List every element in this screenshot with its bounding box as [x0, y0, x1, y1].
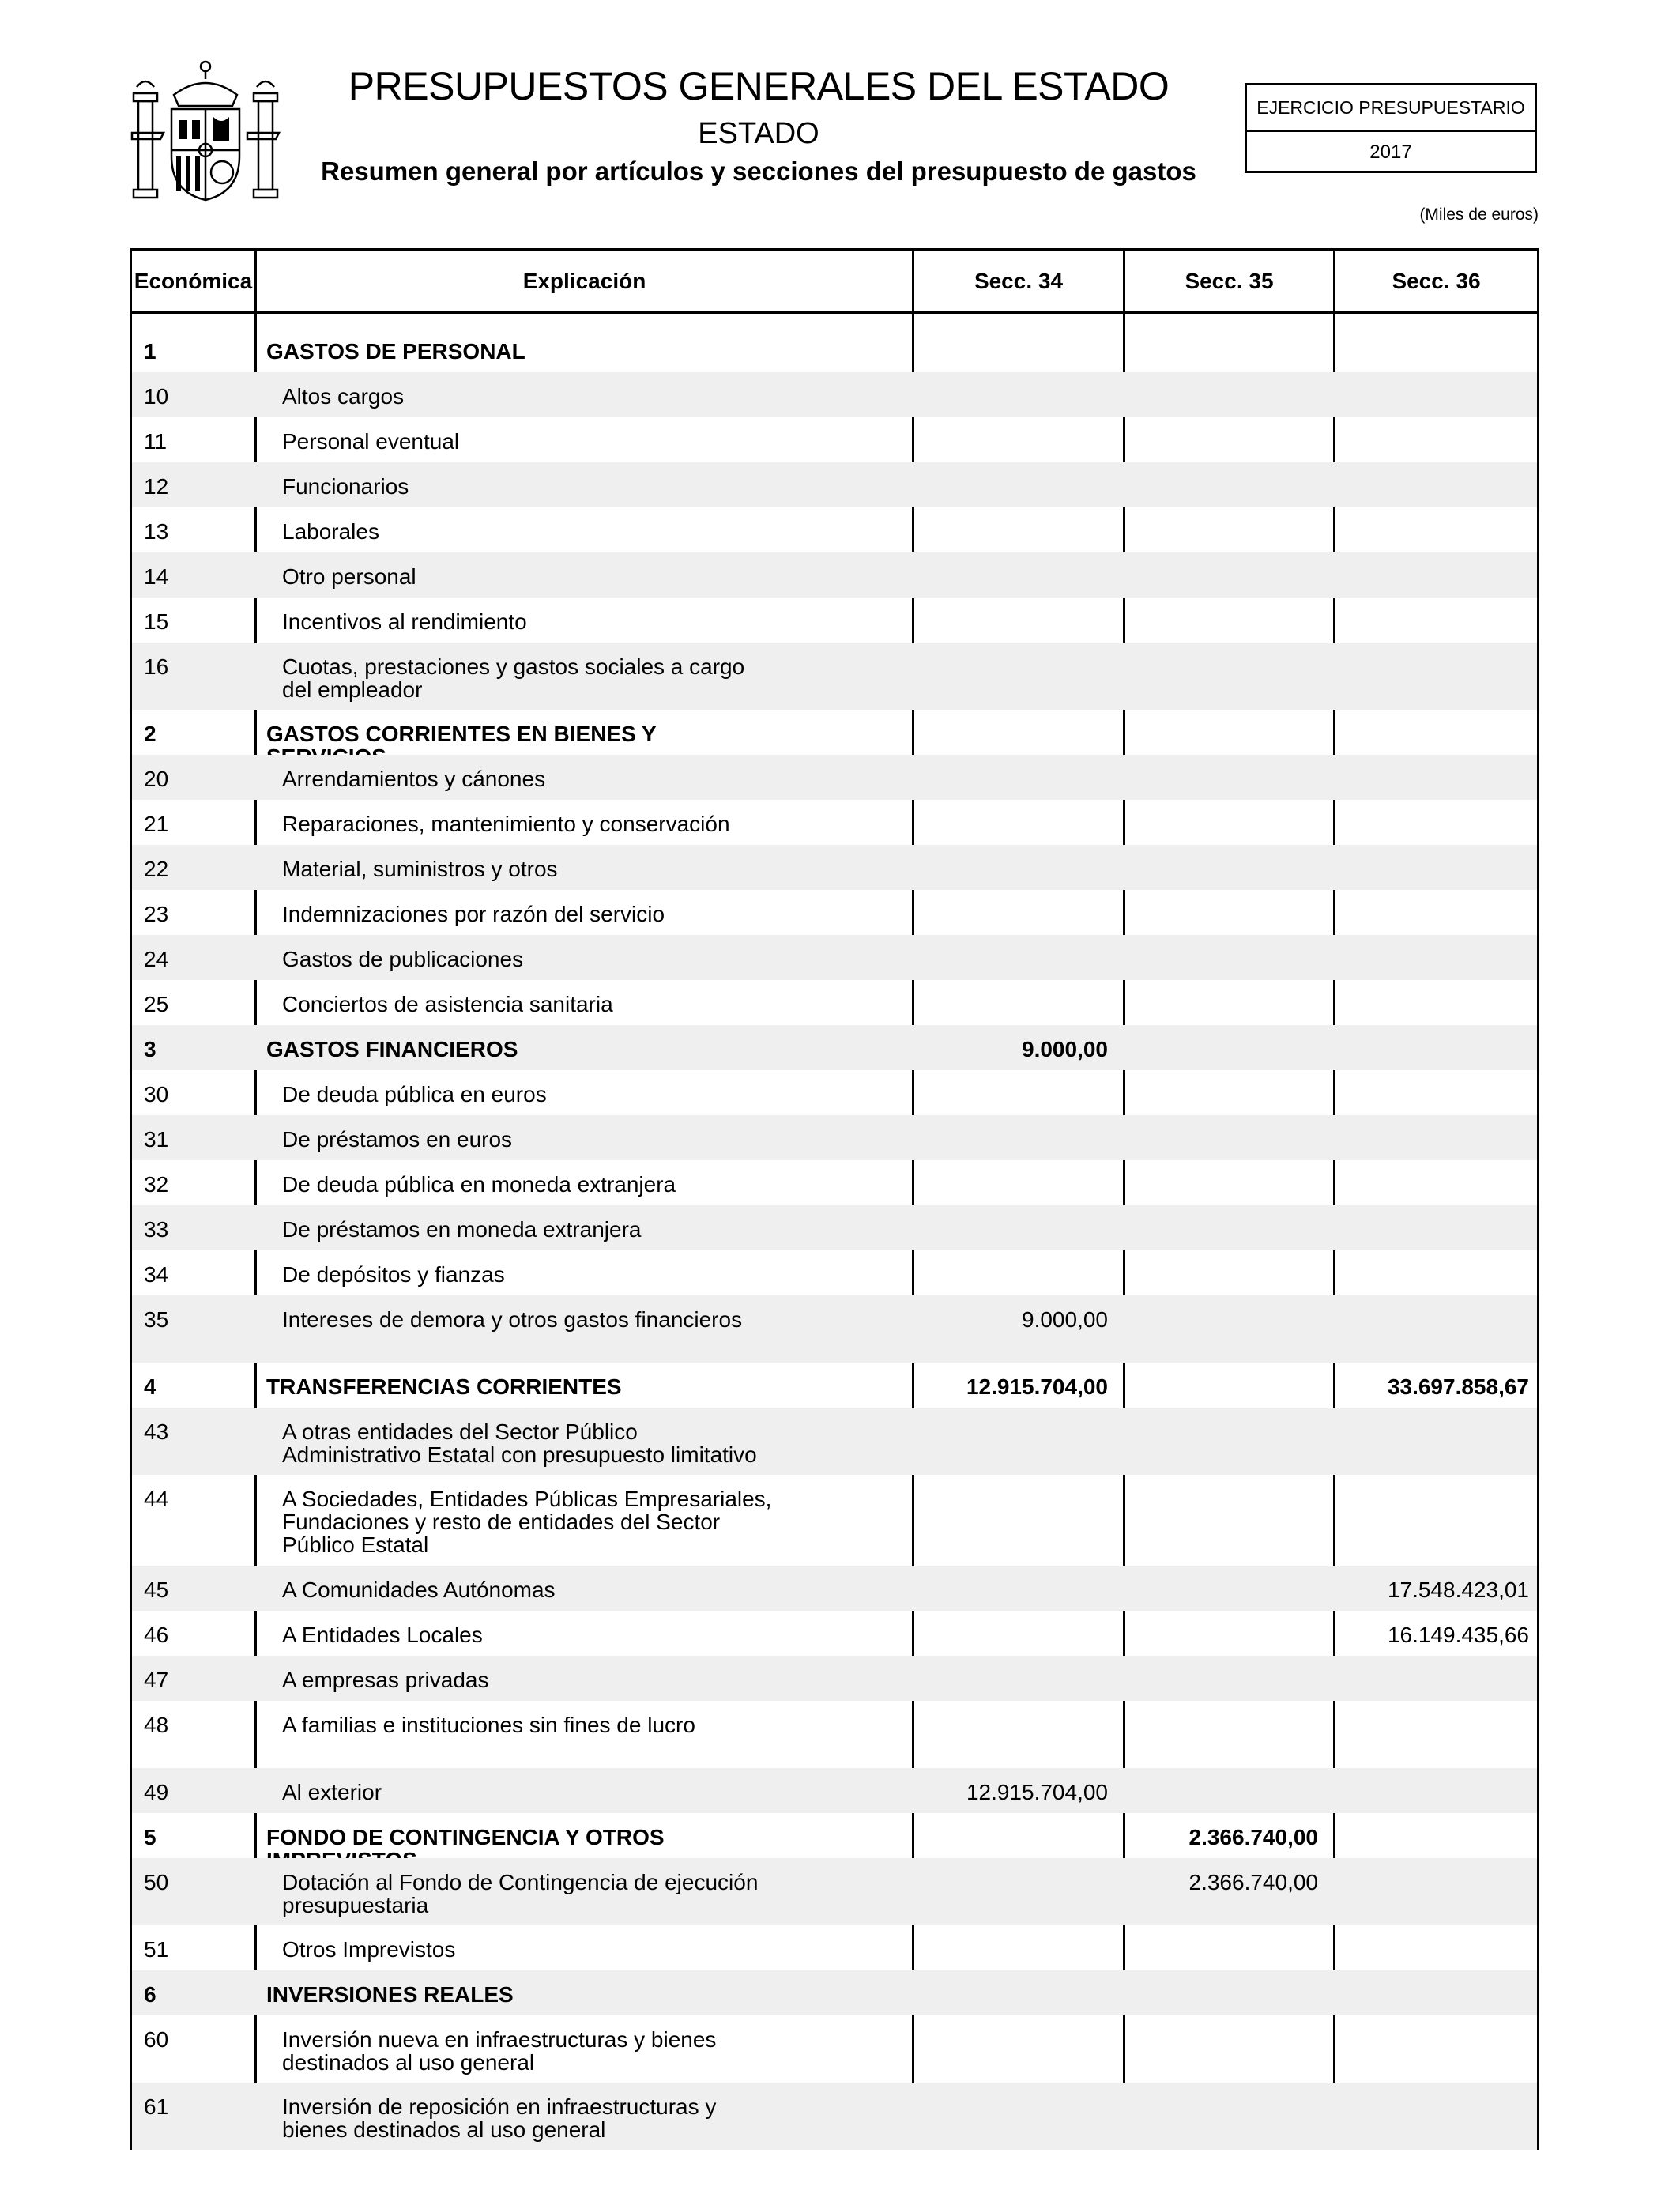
economic-code: 11: [144, 429, 168, 454]
explanation: Incentivos al rendimiento: [282, 609, 527, 634]
explanation: Personal eventual: [282, 429, 460, 454]
explanation: A empresas privadas: [282, 1668, 489, 1692]
explanation: GASTOS FINANCIEROS: [266, 1037, 518, 1061]
table-row: [132, 1858, 1537, 1925]
table-row: [132, 1205, 1537, 1250]
table-row: [132, 372, 1537, 417]
explanation: Reparaciones, mantenimiento y conservación: [282, 812, 730, 836]
secc-36-value: 17.548.423,01: [1387, 1578, 1529, 1602]
header-secc-36: Secc. 36: [1392, 268, 1481, 293]
economic-code: 31: [144, 1127, 169, 1152]
table-header: [132, 251, 1537, 314]
economic-code: 1: [144, 339, 156, 364]
economic-code: 6: [144, 1982, 156, 2007]
explanation: A Comunidades Autónomas: [282, 1578, 556, 1602]
table-row: [132, 598, 1537, 643]
chapter-row: [132, 1970, 1537, 2015]
explanation: Funcionarios: [282, 474, 409, 499]
economic-code: 13: [144, 519, 169, 544]
explanation: GASTOS DE PERSONAL: [266, 339, 525, 364]
page-title: PRESUPUESTOS GENERALES DEL ESTADO: [348, 64, 1170, 108]
fiscal-year-value: 2017: [1369, 141, 1412, 163]
table-row: [132, 417, 1537, 462]
explanation: Inversión nueva en infraestructuras y bienes destinados al uso general: [282, 2027, 717, 2075]
fiscal-year-box: [1245, 83, 1537, 173]
table-row: [132, 1070, 1537, 1115]
economic-code: 45: [144, 1578, 169, 1602]
explanation: A Entidades Locales: [282, 1623, 483, 1647]
secc-34-value: 12.915.704,00: [966, 1780, 1108, 1804]
explanation: A otras entidades del Sector Público Administrativo Estatal con presupuesto limitativo: [282, 1419, 757, 1467]
table-row: [132, 1115, 1537, 1160]
explanation: Otro personal: [282, 564, 416, 589]
explanation: Dotación al Fondo de Contingencia de ejecución presupuestaria: [282, 1870, 759, 1917]
chapter-row: [132, 1813, 1537, 1858]
explanation: Laborales: [282, 519, 379, 544]
explanation: De préstamos en euros: [282, 1127, 513, 1152]
table-row: [132, 1160, 1537, 1205]
explanation: GASTOS CORRIENTES EN BIENES Y: [266, 722, 657, 746]
table-row: [132, 507, 1537, 552]
table-row: [132, 2083, 1537, 2150]
header-secc-34: Secc. 34: [974, 268, 1064, 293]
table-body: [132, 327, 1537, 2150]
economic-code: 47: [144, 1668, 169, 1692]
economic-code: 35: [144, 1307, 169, 1332]
explanation: Material, suministros y otros: [282, 857, 558, 881]
explanation: FONDO DE CONTINGENCIA Y OTROS: [266, 1825, 665, 1849]
fiscal-year-label: EJERCICIO PRESUPUESTARIO: [1247, 85, 1535, 132]
explanation: Cuotas, prestaciones y gastos sociales a cargo del empleador: [282, 654, 745, 702]
economic-code: 3: [144, 1037, 156, 1061]
secc-34-value: 9.000,00: [1022, 1307, 1108, 1332]
table-row: [132, 1656, 1537, 1701]
explanation: Al exterior: [282, 1780, 382, 1804]
secc-34-value: 9.000,00: [1022, 1037, 1108, 1061]
economic-code: 2: [144, 722, 156, 746]
table-row: [132, 643, 1537, 710]
table-row: [132, 1701, 1537, 1768]
table-row: [132, 462, 1537, 507]
page-subtitle: Resumen general por artículos y secciones del presupuesto de gastos: [321, 156, 1196, 186]
economic-code: 22: [144, 857, 169, 881]
explanation: Conciertos de asistencia sanitaria: [282, 992, 613, 1016]
secc-34-value: 12.915.704,00: [966, 1374, 1108, 1399]
economic-code: 46: [144, 1623, 169, 1647]
economic-code: 12: [144, 474, 169, 499]
economic-code: 21: [144, 812, 169, 836]
economic-code: 60: [144, 2027, 169, 2052]
table-row: [132, 1611, 1537, 1656]
table-row: [132, 1768, 1537, 1813]
chapter-row: [132, 327, 1537, 372]
explanation: De préstamos en moneda extranjera: [282, 1217, 642, 1242]
table-row: [132, 1250, 1537, 1295]
header-secc-35: Secc. 35: [1185, 268, 1274, 293]
explanation: TRANSFERENCIAS CORRIENTES: [266, 1374, 622, 1399]
economic-code: 51: [144, 1937, 169, 1962]
explanation: Intereses de demora y otros gastos financieros: [282, 1307, 743, 1332]
economic-code: 33: [144, 1217, 169, 1242]
chapter-row: [132, 1363, 1537, 1408]
economic-code: 15: [144, 609, 169, 634]
economic-code: 61: [144, 2094, 169, 2119]
header-economica: Económica: [134, 268, 253, 293]
table-row: [132, 980, 1537, 1025]
chapter-row: [132, 710, 1537, 755]
coat-of-arms-icon: [130, 54, 281, 205]
explanation: A familias e instituciones sin fines de lucro: [282, 1713, 695, 1737]
economic-code: 10: [144, 384, 169, 409]
units-note: (Miles de euros): [1419, 205, 1539, 224]
explanation: Altos cargos: [282, 384, 405, 409]
economic-code: 25: [144, 992, 169, 1016]
table-row: [132, 2015, 1537, 2083]
table-row: [132, 552, 1537, 598]
secc-35-value: 2.366.740,00: [1188, 1870, 1318, 1894]
chapter-row: [132, 1025, 1537, 1070]
economic-code: 48: [144, 1713, 169, 1737]
table-row: [132, 755, 1537, 800]
explanation: INVERSIONES REALES: [266, 1982, 514, 2007]
entity-name: ESTADO: [698, 117, 819, 150]
explanation: Indemnizaciones por razón del servicio: [282, 902, 665, 926]
header-explicacion: Explicación: [522, 268, 646, 293]
explanation: De depósitos y fianzas: [282, 1262, 505, 1287]
explanation: Otros Imprevistos: [282, 1937, 456, 1962]
economic-code: 50: [144, 1870, 169, 1894]
budget-table: [130, 248, 1539, 2150]
secc-36-value: 33.697.858,67: [1387, 1374, 1529, 1399]
economic-code: 44: [144, 1487, 169, 1511]
economic-code: 20: [144, 767, 169, 791]
explanation: Arrendamientos y cánones: [282, 767, 546, 791]
table-row: [132, 1295, 1537, 1363]
economic-code: 14: [144, 564, 169, 589]
explanation: Inversión de reposición en infraestructuras y bienes destinados al uso general: [282, 2094, 717, 2142]
economic-code: 30: [144, 1082, 169, 1106]
economic-code: 34: [144, 1262, 169, 1287]
table-row: [132, 1925, 1537, 1970]
table-row: [132, 845, 1537, 890]
table-row: [132, 1408, 1537, 1475]
explanation: Gastos de publicaciones: [282, 947, 524, 971]
economic-code: 16: [144, 654, 169, 679]
explanation: A Sociedades, Entidades Públicas Empresariales, Fundaciones y resto de entidades del Sector Público Estatal: [282, 1487, 772, 1557]
economic-code: 24: [144, 947, 169, 971]
economic-code: 32: [144, 1172, 169, 1197]
economic-code: 49: [144, 1780, 169, 1804]
table-row: [132, 935, 1537, 980]
table-row: [132, 800, 1537, 845]
explanation: De deuda pública en moneda extranjera: [282, 1172, 676, 1197]
economic-code: 5: [144, 1825, 156, 1849]
explanation: De deuda pública en euros: [282, 1082, 547, 1106]
secc-36-value: 16.149.435,66: [1387, 1623, 1529, 1647]
table-row: [132, 1566, 1537, 1611]
economic-code: 23: [144, 902, 169, 926]
table-row: [132, 1475, 1537, 1566]
secc-35-value: 2.366.740,00: [1188, 1825, 1318, 1849]
economic-code: 4: [144, 1374, 156, 1399]
table-row: [132, 890, 1537, 935]
economic-code: 43: [144, 1419, 169, 1444]
